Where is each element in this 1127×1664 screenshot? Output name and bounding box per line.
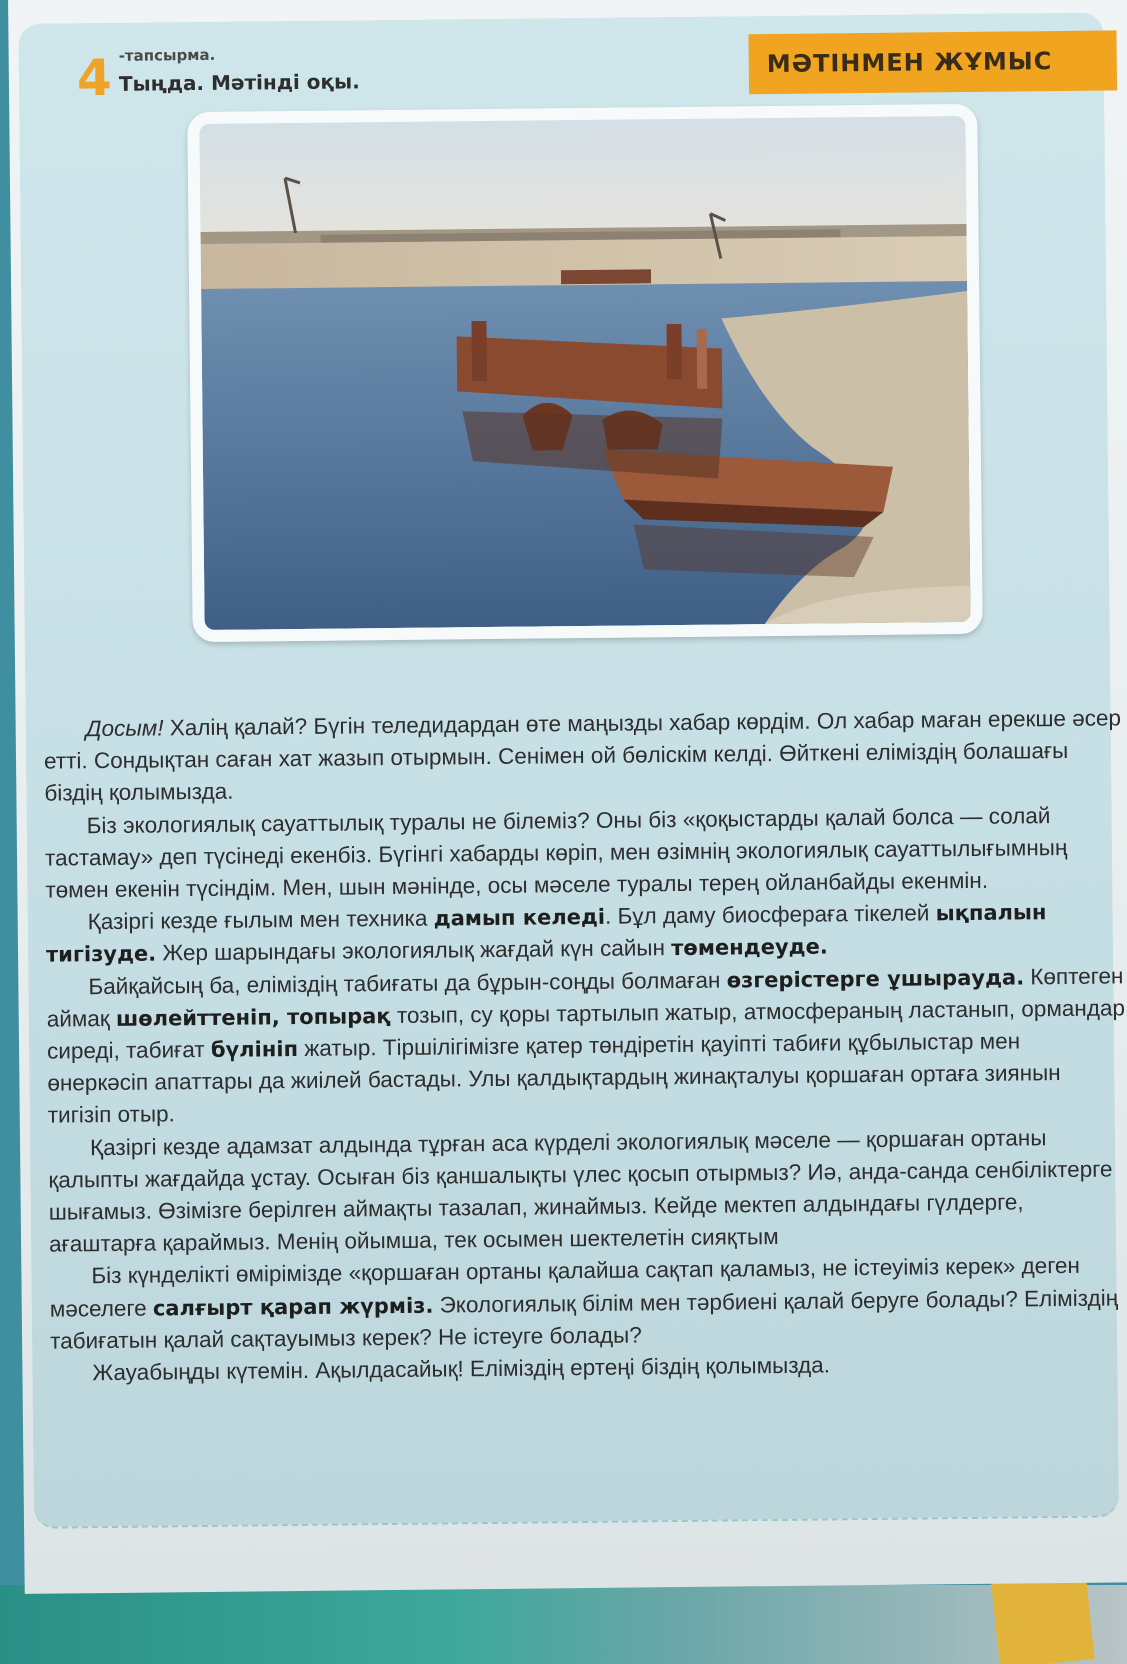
- text-run: Қазіргі кезде адамзат алдында тұрған аса күрделі экологиялық мәселе — қоршаған ортаны қалыпты жағдайда ұстау. Осыған біз қаншалықты үлес қосып отырмыз? Иә, анда-санда сенбіліктерге шығамыз. Өзімізге берілген аймақты тазалап, жинаймыз. Кейде мектеп алдындағы гүлдерге, ағаштарға қараймыз. Менің ойымша, тек осымен шектелетін сияқтым: [48, 1124, 1113, 1257]
- greeting: Досым!: [85, 715, 164, 742]
- bold-phrase: бүлініп: [210, 1037, 299, 1062]
- content-panel: [18, 13, 1126, 1529]
- textbook-page: [8, 0, 1127, 1594]
- section-banner-text: МӘТІНМЕН ЖҰМЫС: [766, 47, 1053, 79]
- bold-phrase: өзгерістерге ұшырауда.: [726, 965, 1025, 993]
- bold-phrase: төмендеуде.: [671, 934, 828, 961]
- paragraph: [46, 896, 1127, 972]
- paragraph: [48, 1121, 1127, 1261]
- ship-photo-illustration: [199, 116, 970, 630]
- desk-surface: [0, 1585, 1127, 1664]
- paragraph: [45, 799, 1126, 907]
- text-run: Біз экологиялық сауаттылық туралы не білеміз? Оны біз «қоқыстарды қалай болса — солай тастамау» деп түсінеді екенбіз. Бүгінгі хабарды көріп, мен өзімнің экологиялық сауаттылығымның төмен екенін түсіндім. Мен, шын мәнінде, осы мәселе туралы терең ойланбайды екенмін.: [44, 802, 1068, 903]
- section-banner: [748, 30, 1117, 94]
- paragraph: [49, 1250, 1127, 1358]
- text-run: Қазіргі кезде ғылым мен техника: [87, 905, 434, 935]
- paragraph: [46, 960, 1127, 1132]
- task-instruction: Тыңда. Мәтінді оқы.: [118, 69, 360, 96]
- bold-phrase: ықпалын тигізуде.: [45, 900, 1047, 968]
- text-run: Біз күнделікті өмірімізде «қоршаған ортаны қалайша сақтап қаламыз, не істеуіміз керек» деген мәселеге: [49, 1253, 1081, 1322]
- text-run: Жер шарындағы экологиялық жағдай күн сайын: [156, 935, 672, 966]
- bold-phrase: салғырт қарап жүрміз.: [152, 1293, 434, 1321]
- text-run: жатыр. Тіршілігімізге қатер төндіретін қауіпті табиғи құбылыстар мен өнеркәсіп апаттары да жиілей бастады. Улы қалдықтардың жинақталуы қоршаған ортаға зиянын тигізіп отыр.: [47, 1028, 1061, 1129]
- text-run: Көптеген аймақ: [46, 962, 1124, 1032]
- task-number: 4: [76, 48, 112, 108]
- bold-phrase: дамып келеді: [433, 905, 606, 931]
- text-run: . Бұл даму биосфераға тікелей: [604, 900, 936, 930]
- text-run: Жауабыңды күтемін. Ақылдасайық! Еліміздің ертеңі біздің қолымызда.: [92, 1352, 831, 1386]
- paragraph: [44, 702, 1125, 810]
- letter-text: [44, 702, 1127, 1390]
- text-run: Халің қалай? Бүгін теледидардан өте маңызды хабар көрдім. Ол хабар маған ерекше әсер етті. Сондықтан саған хат жазып отырмын. Сенімен ой бөліскім келді. Өйткені еліміздің болашағы біздің қолымызда.: [43, 705, 1122, 807]
- text-run: Байқайсың ба, еліміздің табиғаты да бұрын-соңды болмаған: [88, 967, 727, 999]
- bold-phrase: шөлейттеніп, топырақ: [115, 1003, 391, 1031]
- photo: [187, 104, 983, 642]
- text-run: Экологиялық білім мен тәрбиені қалай беруге болады? Еліміздің табиғатын қалай сақтауымыз керек? Не істеуге болады?: [49, 1285, 1119, 1354]
- text-run: тозып, су қоры тартылып жатыр, атмосфераның ластанып, ормандар сиреді, табиғат: [46, 995, 1126, 1064]
- task-label: -тапсырма.: [118, 45, 216, 65]
